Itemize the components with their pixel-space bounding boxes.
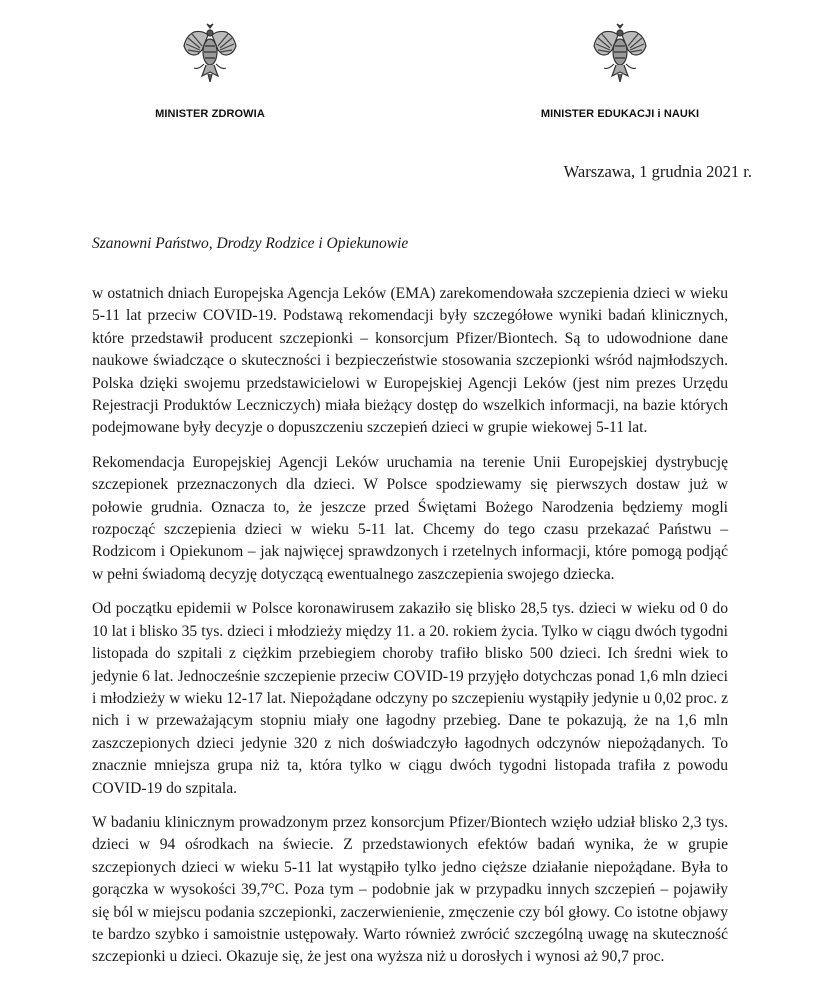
header-minister-health: [110, 22, 310, 120]
minister-title: MINISTER EDUKACJI i NAUKI: [540, 108, 700, 120]
letter-body: [92, 283, 728, 981]
paragraph: Od początku epidemii w Polsce koronawirusem zakaziło się blisko 28,5 tys. dzieci w wieku od 0 do 10 lat i blisko 35 tys. dzieci i młodzieży między 11. a 20. rokiem życia. Tylko w ciągu dwóch tygodni listopada do szpitali z ciężkim przebiegiem choroby trafiło blisko 500 dzieci. Ich średni wiek to jedynie 6 lat. Jednocześnie szczepienie przeciw COVID-19 przyjęło dotychczas ponad 1,6 mln dzieci i młodzieży w wieku 12-17 lat. Niepożądane odczyny po szczepieniu wystąpiły jedynie u 0,02 proc. z nich i w przeważającym stopniu miały one łagodny przebieg. Dane te pokazują, że na 1,6 mln zaszczepionych dzieci jedynie 320 z nich doświadczyło łagodnych odczynów niepożądanych. To znacznie mniejsza grupa niż ta, która tylko w ciągu dwóch tygodni listopada trafiła z powodu COVID-19 do szpitala.: [92, 600, 728, 797]
minister-title: MINISTER ZDROWIA: [155, 108, 265, 120]
paragraph: W badaniu klinicznym prowadzonym przez konsorcjum Pfizer/Biontech wzięło udział blisko 2,3 tys. dzieci w 94 ośrodkach na świecie. Z przedstawionych efektów badań wynika, że w grupie szczepionych dzieci w wieku 5-11 lat wystąpiło tylko jedno cięższe działanie niepożądane. Była to gorączka w wysokości 39,7°C. Poza tym – podobnie jak w przypadku innych szczepień – pojawiły się ból w miejscu podania szczepionki, zaczerwienienie, zmęczenie czy ból głowy. Co istotne objawy te bardzo szybko i samoistnie ustępowały. Warto również zwrócić szczególną uwagę na skuteczność szczepionki u dzieci. Okazuje się, że jest ona wyższa niż u dorosłych i wynosi aż 90,7 proc.: [92, 813, 728, 966]
salutation: Szanowni Państwo, Drodzy Rodzice i Opiekunowie: [92, 235, 409, 252]
polish-eagle-icon: [180, 22, 240, 84]
paragraph: w ostatnich dniach Europejska Agencja Leków (EMA) zarekomendowała szczepienia dzieci w wieku 5-11 lat przeciw COVID-19. Podstawą rekomendacji były szczegółowe wyniki badań klinicznych, które przedstawił producent szczepionki – konsorcjum Pfizer/Biontech. Są to udowodnione dane naukowe świadczące o skuteczności i bezpieczeństwie stosowania szczepionki wśród najmłodszych. Polska dzięki swojemu przedstawicielowi w Europejskiej Agencji Leków (jest nim prezes Urzędu Rejestracji Produktów Leczniczych) miała bieżący dostęp do wszelkich informacji, na bazie których podejmowane były decyzje o dopuszczeniu szczepień dzieci w grupie wiekowej 5-11 lat.: [92, 285, 728, 437]
polish-eagle-icon: [590, 22, 650, 84]
paragraph: Rekomendacja Europejskiej Agencji Leków uruchamia na terenie Unii Europejskiej dystrybucję szczepionek przeznaczonych dla dzieci. W Polsce spodziewamy się pierwszych dostaw już w połowie grudnia. Oznacza to, że jeszcze przed Świętami Bożego Narodzenia będziemy mogli rozpocząć szczepienia dzieci w wieku 5-11 lat. Chcemy do tego czasu przekazać Państwu – Rodzicom i Opiekunom – jak najwięcej sprawdzonych i rzetelnych informacji, które pomogą podjąć w pełni świadomą decyzję dotyczącą ewentualnego zaszczepienia swojego dziecka.: [92, 453, 728, 583]
header-minister-education: [505, 22, 735, 120]
letter-date: Warszawa, 1 grudnia 2021 r.: [563, 162, 752, 181]
